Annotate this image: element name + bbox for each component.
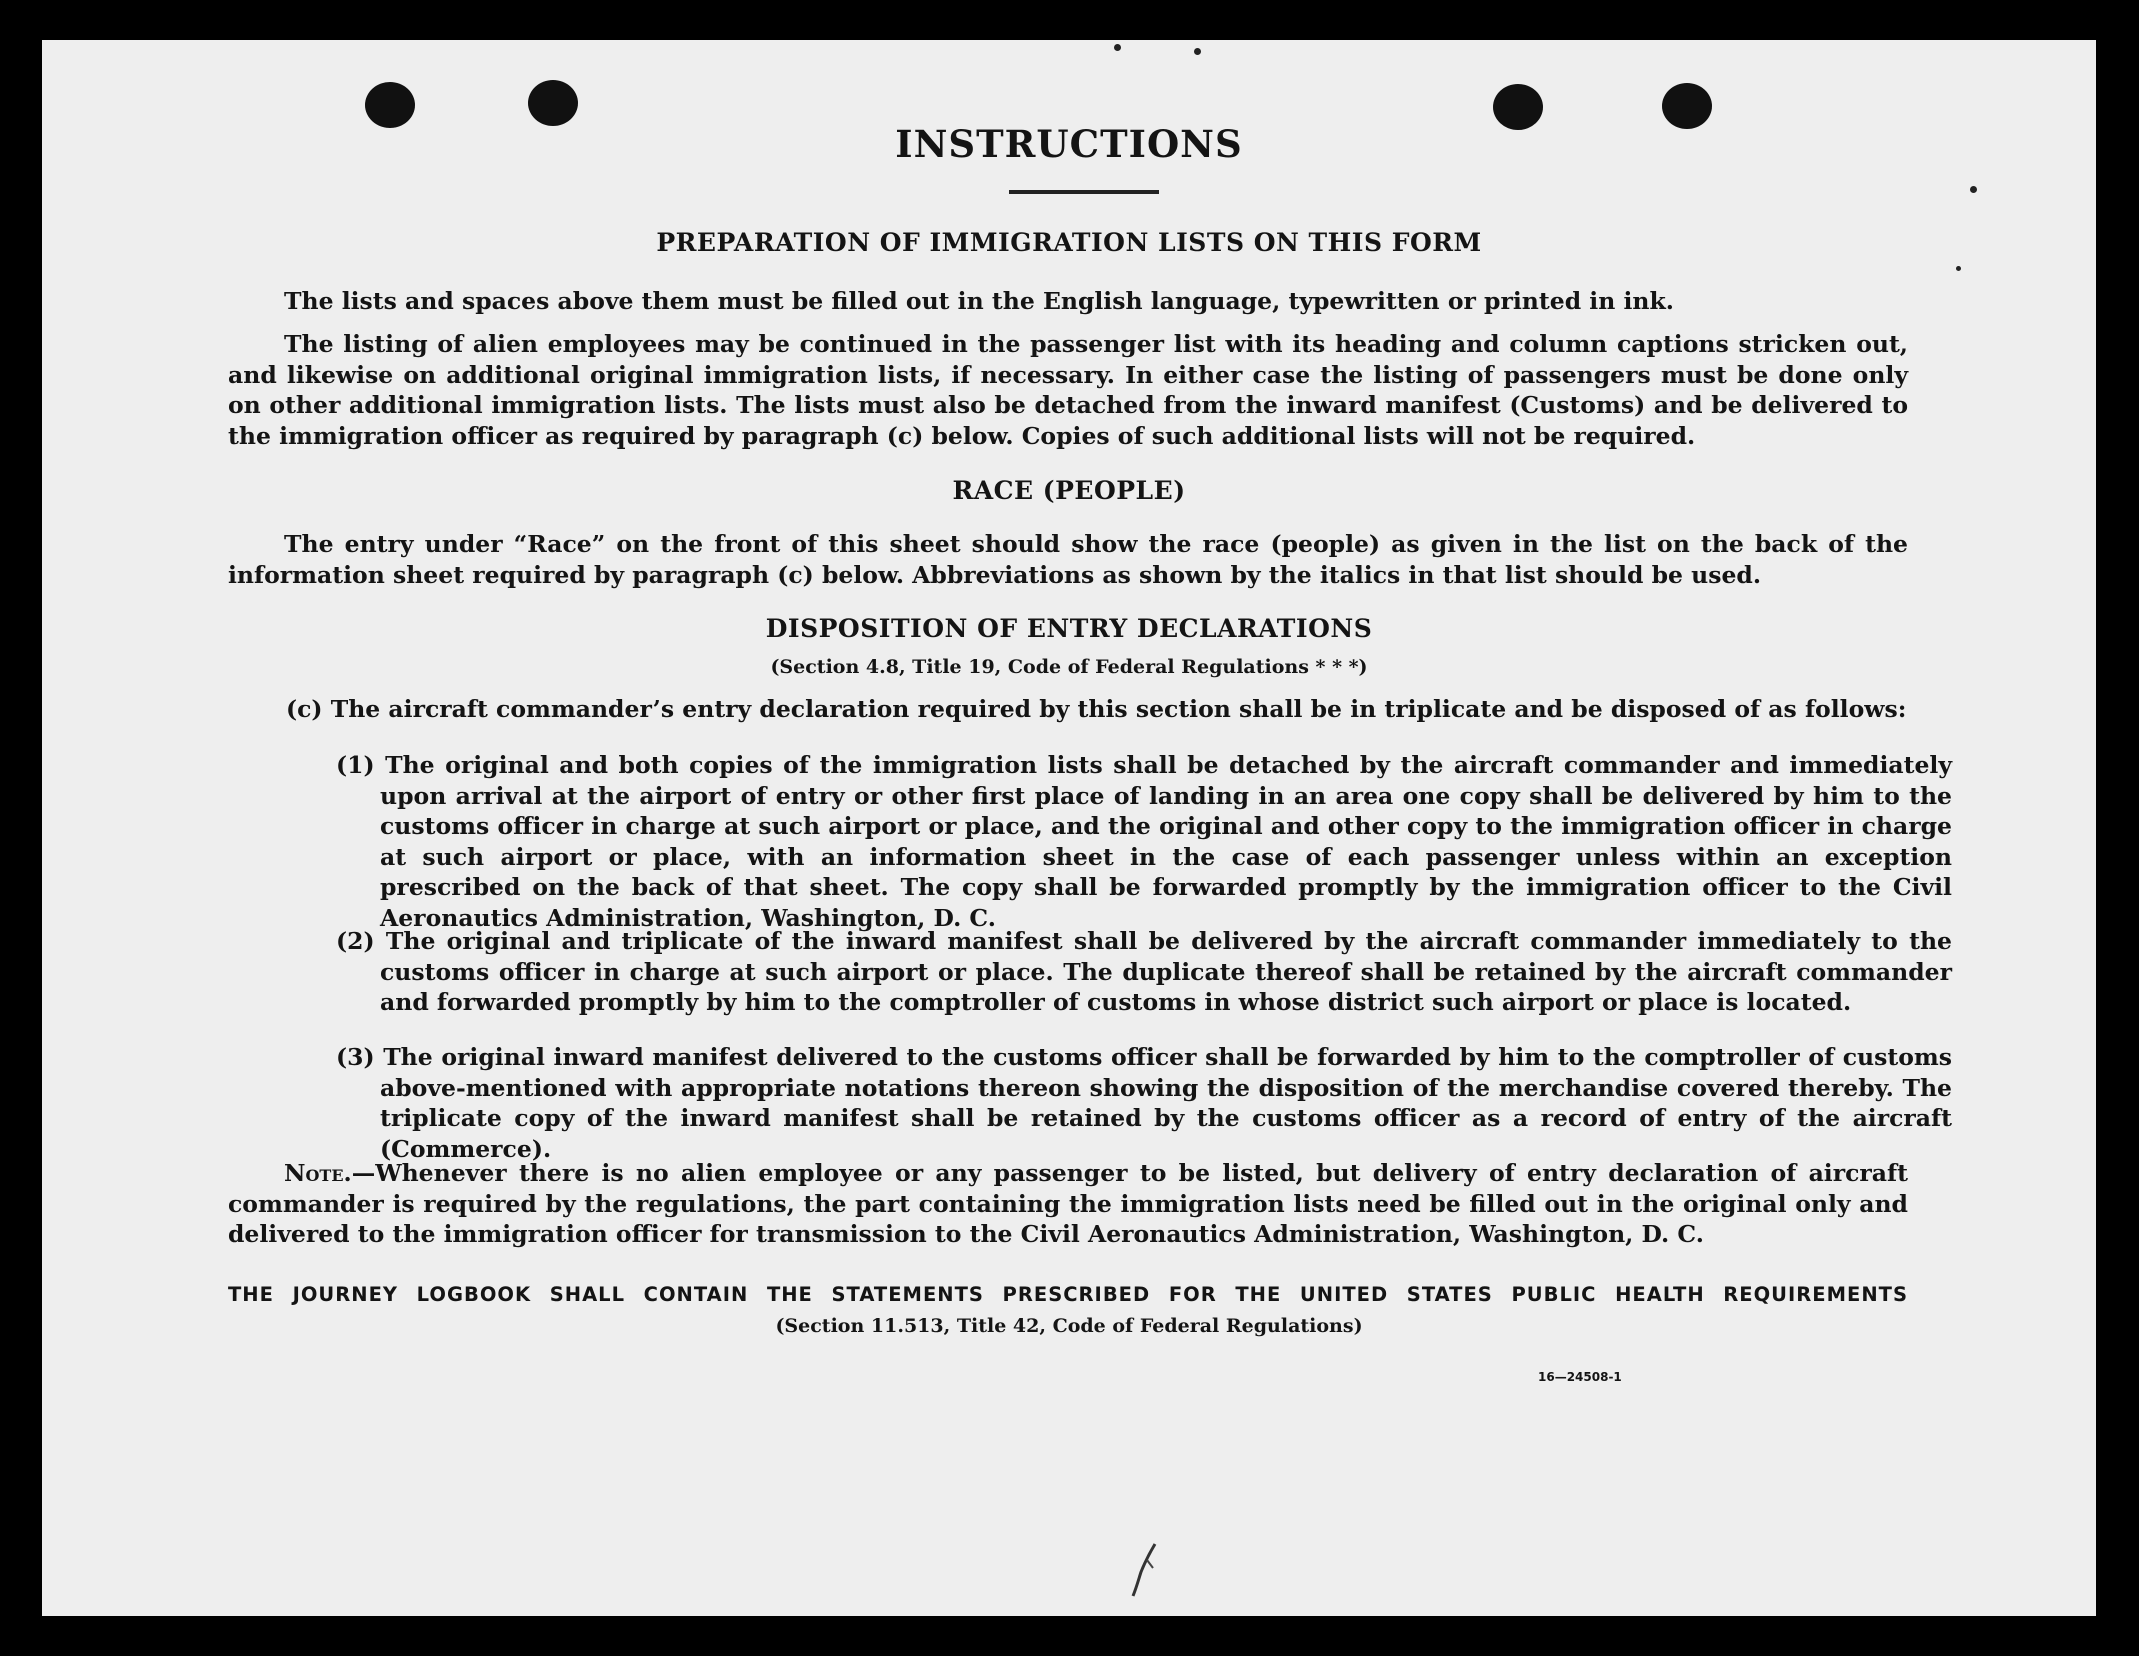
pen-mark [1127,1540,1167,1600]
speck [1114,44,1121,51]
page-title: INSTRUCTIONS [895,122,1243,166]
document-page [42,40,2096,1616]
section-citation: (Section 4.8, Title 19, Code of Federal Regulations * * *) [770,656,1368,678]
footer-statement: THE JOURNEY LOGBOOK SHALL CONTAIN THE STATEMENTS PRESCRIBED FOR THE UNITED STATES PUBLIC HEALTH REQUIREMENTS [228,1283,1908,1306]
section-heading-disposition: DISPOSITION OF ENTRY DECLARATIONS [765,614,1373,643]
list-item-2: (2) The original and triplicate of the inward manifest shall be delivered by the aircraft commander immediately to the customs officer in charge at such airport or place. The duplicate thereof shall be retained by the aircraft commander and forwarded promptly by him to the comptroller of customs in whose district such airport or place is located. [336,927,1952,1016]
speck [1970,186,1977,193]
speck [1194,48,1201,55]
list-item-3: (3) The original inward manifest delivered to the customs officer shall be forwarded by him to the comptroller of customs above-mentioned with appropriate notations thereon showing the disposition of the merchandise covered thereby. The triplicate copy of the inward manifest shall be retained by the customs officer as a record of entry of the aircraft (Commerce). [336,1043,1952,1163]
paragraph-language: The lists and spaces above them must be filled out in the English language, typewritten or printed in ink. [284,287,1674,315]
section-heading-race: RACE (PEOPLE) [952,476,1186,505]
paragraph-race: The entry under “Race” on the front of this sheet should show the race (people) as given in the list on the back of the information sheet required by paragraph (c) below. Abbreviations as shown by the italics in that list should be used. [228,530,1908,589]
section-heading-preparation: PREPARATION OF IMMIGRATION LISTS ON THIS FORM [656,228,1482,257]
note-paragraph [228,1158,1908,1250]
paragraph-c-intro: (c) The aircraft commander’s entry declaration required by this section shall be in triplicate and be disposed of as follows: [286,695,1907,723]
punch-hole-2 [528,80,578,126]
form-number: 16—24508-1 [1538,1370,1622,1384]
note-text: —Whenever there is no alien employee or any passenger to be listed, but delivery of entry declaration of aircraft commander is required by the regulations, the part containing the immigration lists need be filled out in the original only and delivered to the immigration officer for transmission to the Civil Aeronautics Administration, Washington, D. C. [228,1159,1908,1248]
speck [1956,266,1961,271]
paragraph-alien-employees: The listing of alien employees may be continued in the passenger list with its heading and column captions stricken out, and likewise on additional original immigration lists, if necessary. In either case the listing of passengers must be done only on other additional immigration lists. The lists must also be detached from the inward manifest (Customs) and be delivered to the immigration officer as required by paragraph (c) below. Copies of such additional lists will not be required. [228,330,1908,450]
list-item-1: (1) The original and both copies of the immigration lists shall be detached by the aircraft commander and immediately upon arrival at the airport of entry or other first place of landing in an area one copy shall be delivered by him to the customs officer in charge at such airport or place, and the original and other copy to the immigration officer in charge at such airport or place, with an information sheet in the case of each passenger unless within an exception prescribed on the back of that sheet. The copy shall be forwarded promptly by the immigration officer to the Civil Aeronautics Administration, Washington, D. C. [336,751,1952,932]
footer-citation: (Section 11.513, Title 42, Code of Federal Regulations) [775,1315,1363,1337]
note-label: Note. [284,1159,352,1187]
title-underline [1009,190,1159,194]
